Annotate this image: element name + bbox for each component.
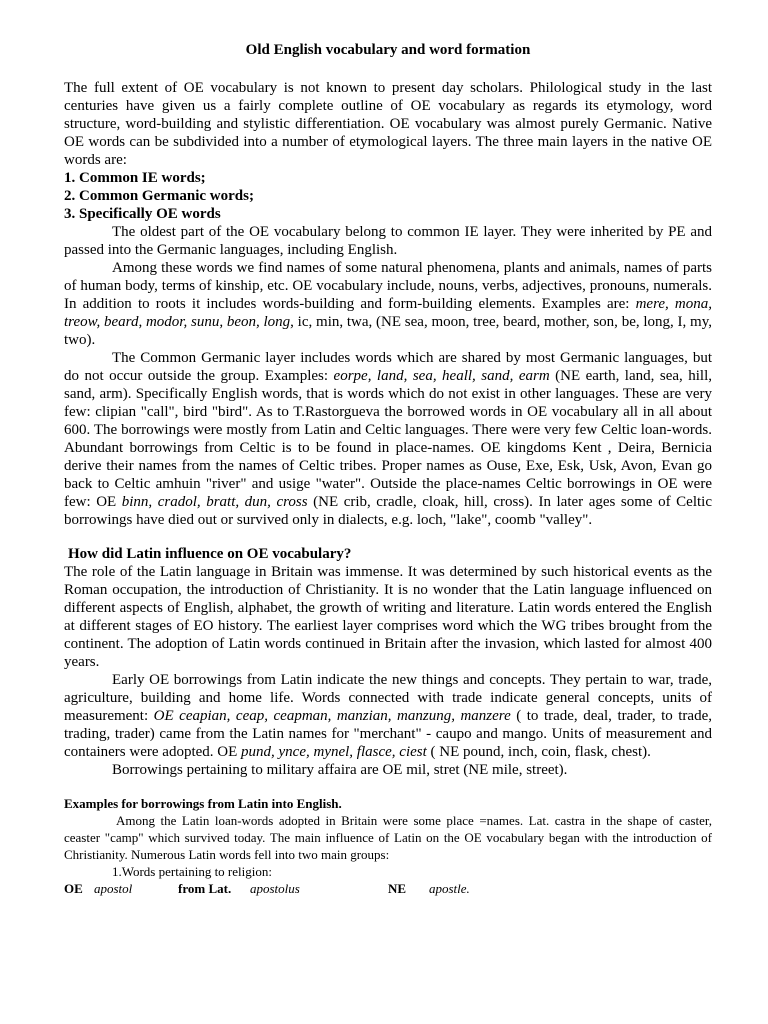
trade-examples: OE ceapian, ceap, ceapman, manzian, manzung, manzere [153,708,511,724]
celtic-examples: binn, cradol, bratt, dun, cross [121,494,308,510]
latin-label: from Lat. [178,881,232,896]
military-paragraph: Borrowings pertaining to military affaira are OE mil, stret (NE mile, street). [112,762,568,778]
layer-item-3: 3. Specifically OE words [64,206,221,222]
layer-item-2: 2. Common Germanic words; [64,188,254,204]
ie-examples: mere, mona, treow, beard, modor, sunu, beon, long [64,296,713,330]
intro-paragraph: The full extent of OE vocabulary is not known to present day scholars. Philological study in the last centuries have given us a fairly complete outline of OE vocabulary as regards its etymology, word structure, word-building and stylistic differentiation. OE vocabulary was almost purely Germanic. Native OE words can be subdivided into a number of etymological layers. The three main layers in the native OE words are: [64,80,712,168]
latin-word: apostolus [250,881,300,896]
document-page [64,40,712,898]
early-borrowings-paragraph: Early OE borrowings from Latin indicate the new things and concepts. They pertain to war, trade, agriculture, building and home life. Words connected with trade indicate general concepts, units of measurement: OE ceapian, ceap, ceapman, manzian, manzung, manzere ( to trade, deal, trader, to trade, trading, trader) came from the Latin names for "merchant" - caupo and mango. Units of measurement and containers were adopted. OE pund, ynce, mynel, flasce, ciest ( NE pound, inch, coin, flask, chest). [64,672,712,760]
latin-influence-heading: How did Latin influence on OE vocabulary? [68,546,352,562]
oldest-layer-paragraph: The oldest part of the OE vocabulary belong to common IE layer. They were inherited by PE and passed into the Germanic languages, including English. [64,224,712,258]
example-row [64,880,712,898]
ne-word: apostle. [429,881,470,896]
religion-list-item: 1.Words pertaining to religion: [112,864,272,879]
germanic-examples: eorpe, land, sea, heall, sand, earm [333,368,550,384]
oe-label: OE [64,881,83,896]
document-title: Old English vocabulary and word formation [245,42,531,58]
measurement-examples: pund, ynce, mynel, flasce, ciest [241,744,427,760]
ne-label: NE [388,881,407,896]
examples-paragraph: Among these words we find names of some natural phenomena, plants and animals, names of parts of human body, terms of kinship, etc. OE vocabulary include, nouns, verbs, adjectives, pronouns, numerals. In addition to roots it includes words-building and form-building elements. Examples are: mere, mona, treow, beard, modor, sunu, beon, long, ic, min, twa, (NE sea, moon, tree, beard, mother, son, be, long, I, my, two). [64,260,713,348]
latin-role-paragraph: The role of the Latin language in Britain was immense. It was determined by such historical events as the Roman occupation, the introduction of Christianity. It is no wonder that the Latin language influenced on different aspects of English, alphabet, the growth of writing and literature. Latin words entered the English at different stages of EO history. The earliest layer comprises word which the WG tribes brought from the continent. The adoption of Latin words continued in Britain after the invasion, which lasted for almost 400 years. [64,564,712,670]
place-names-paragraph: Among the Latin loan-words adopted in Britain were some place =names. Lat. castra in the shape of caster, ceaster "camp" which survived today. The main influence of Latin on the OE vocabulary began with the introduction of Christianity. Numerous Latin words fell into two main groups: [64,813,712,862]
examples-heading: Examples for borrowings from Latin into English. [64,796,342,811]
germanic-layer-paragraph: The Common Germanic layer includes words which are shared by most Germanic languages, but do not occur outside the group. Examples: eorpe, land, sea, heall, sand, earm (NE earth, land, sea, hill, sand, arm). Specifically English words, that is words which do not exist in other languages. These are very few: clipian "call", bird "bird". As to T.Rastorgueva the borrowed words in OE vocabulary all in all about 600. The borrowings were mostly from Latin and Celtic languages. There were very few Celtic loan-words. Abundant borrowings from Celtic is to be found in place-names. OE kingdoms Kent , Deira, Bernicia derive their names from the names of Celtic tribes. Proper names as Ouse, Exe, Esk, Usk, Avon, Evan go back to Celtic amhuin "river" and usige "water". Outside the place-names Celtic borrowings in OE were few: OE binn, cradol, bratt, dun, cross (NE crib, cradle, cloak, hill, cross). In later ages some of Celtic borrowings have died out or survived only in dialects, e.g. loch, "lake", coomb "valley". [64,350,712,528]
layer-item-1: 1. Common IE words; [64,170,206,186]
oe-word: apostol [94,881,133,896]
